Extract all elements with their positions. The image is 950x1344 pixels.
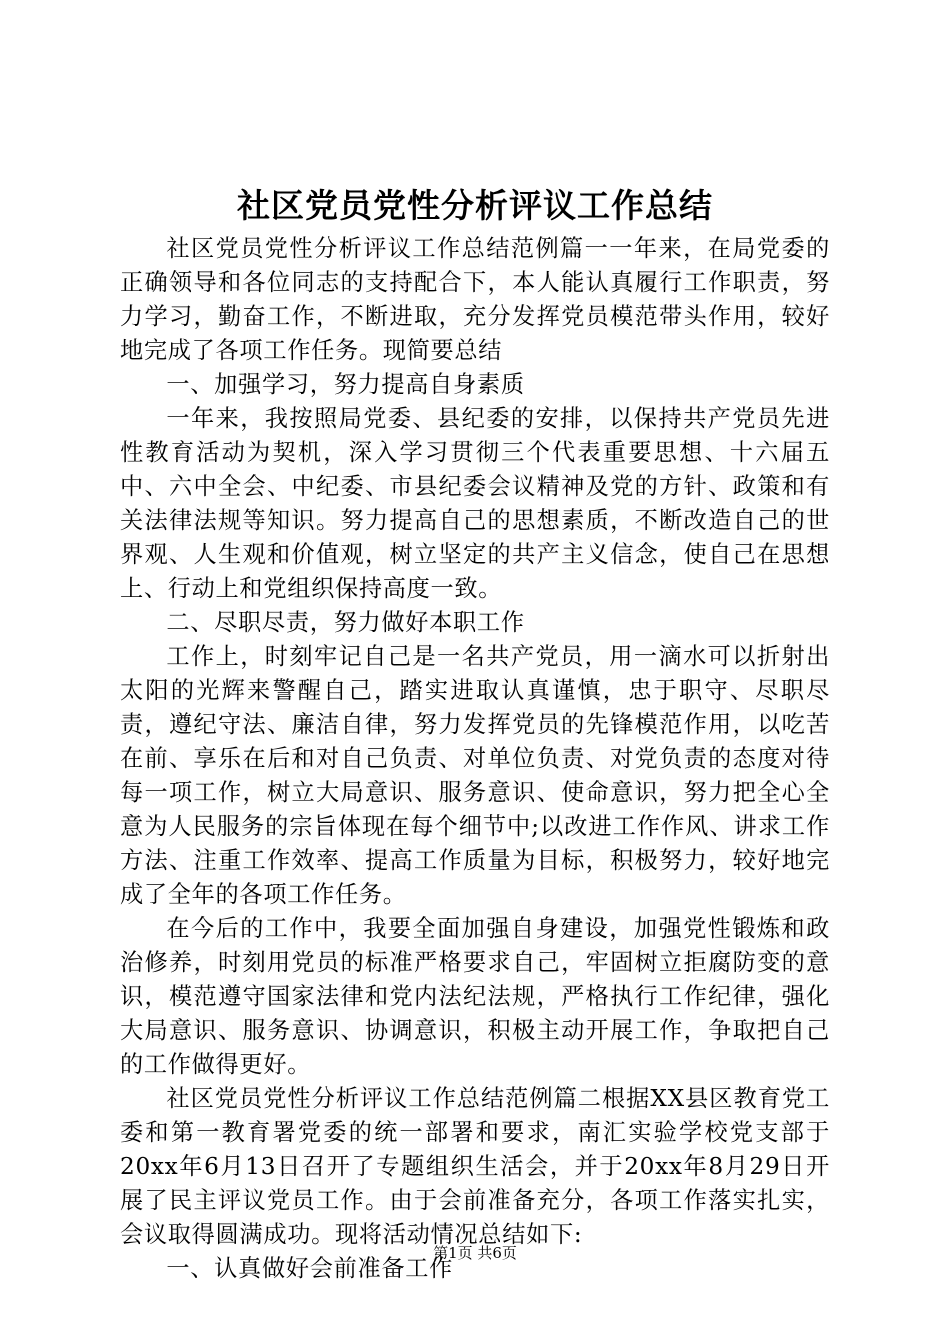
- document-body: [120, 232, 830, 1286]
- paragraph-work: 工作上，时刻牢记自己是一名共产党员，用一滴水可以折射出太阳的光辉来警醒自己，踏实进取认真谨慎，忠于职守、尽职尽责，遵纪守法、廉洁自律，努力发挥党员的先锋模范作用，以吃苦在前、享乐在后和对自己负责、对单位负责、对党负责的态度对待每一项工作，树立大局意识、服务意识、使命意识，努力把全心全意为人民服务的宗旨体现在每个细节中;以改进工作作风、讲求工作方法、注重工作效率、提高工作质量为目标，积极努力，较好地完成了全年的各项工作任务。: [120, 643, 830, 908]
- paragraph-future: 在今后的工作中，我要全面加强自身建设，加强党性锻炼和政治修养，时刻用党员的标准严格要求自己，牢固树立拒腐防变的意识，模范遵守国家法律和党内法纪法规，严格执行工作纪律，强化大局意识、服务意识、协调意识，积极主动开展工作，争取把自己的工作做得更好。: [120, 915, 830, 1078]
- section-heading-3: 一、认真做好会前准备工作: [166, 1255, 454, 1282]
- paragraph-intro: 社区党员党性分析评议工作总结范例篇一一年来，在局党委的正确领导和各位同志的支持配合下，本人能认真履行工作职责，努力学习，勤奋工作，不断进取，充分发挥党员模范带头作用，较好地完成了各项工作任务。现简要总结: [120, 235, 830, 364]
- section-heading-2: 二、尽职尽责，努力做好本职工作: [166, 609, 525, 636]
- paragraph-study: 一年来，我按照局党委、县纪委的安排，以保持共产党员先进性教育活动为契机，深入学习贯彻三个代表重要思想、十六届五中、六中全会、中纪委、市县纪委会议精神及党的方针、政策和有关法律法规等知识。努力提高自己的思想素质，不断改造自己的世界观、人生观和价值观，树立坚定的共产主义信念，使自己在思想上、行动上和党组织保持高度一致。: [120, 405, 830, 602]
- paragraph-example-2: 社区党员党性分析评议工作总结范例篇二根据XX县区教育党工委和第一教育署党委的统一部署和要求，南汇实验学校党支部于20xx年6月13日召开了专题组织生活会，并于20xx年8月29日开展了民主评议党员工作。由于会前准备充分，各项工作落实扎实，会议取得圆满成功。现将活动情况总结如下:: [120, 1085, 830, 1248]
- page-number: 第1页 共6页: [433, 1244, 517, 1262]
- section-heading-1: 一、加强学习，努力提高自身素质: [166, 371, 525, 398]
- document-title: 社区党员党性分析评议工作总结: [237, 186, 713, 225]
